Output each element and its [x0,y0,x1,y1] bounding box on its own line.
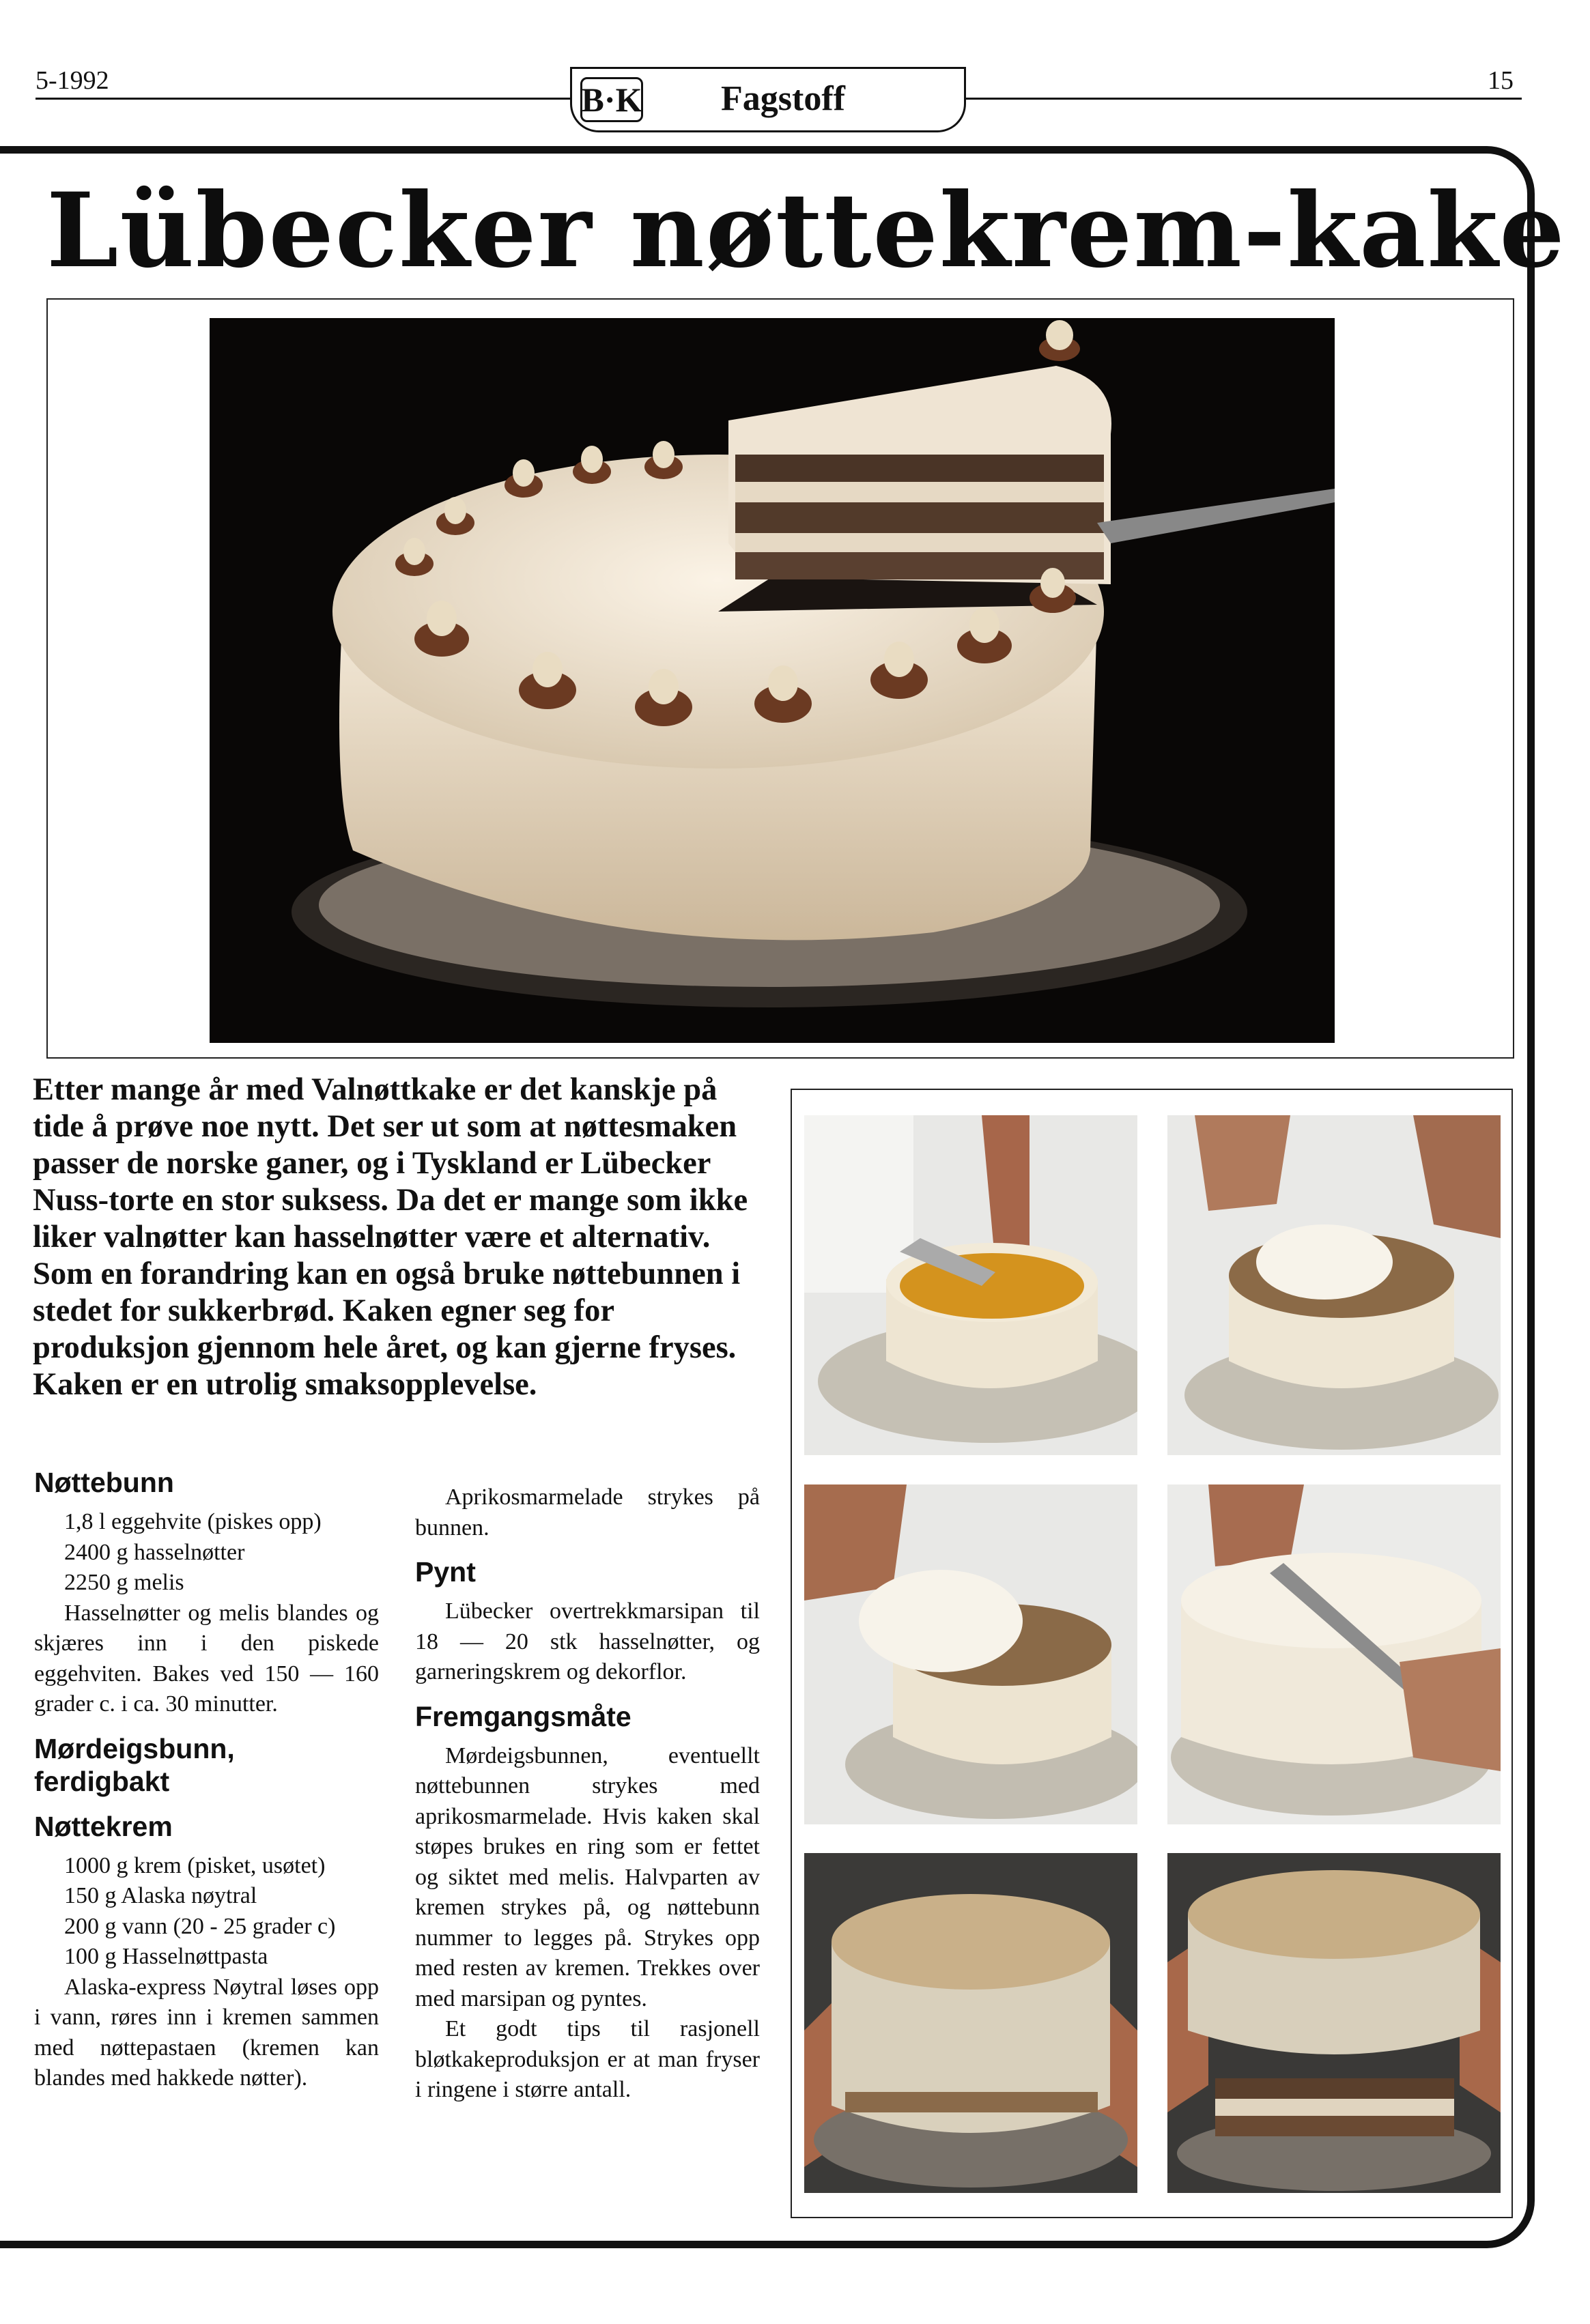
step-photo-2 [1167,1115,1501,1455]
header-tab [570,67,966,132]
heading-fremgang: Fremgangsmåte [415,1700,631,1732]
main-photo-frame [46,298,1514,1059]
apricot-note: Aprikosmarmelade strykes på bunnen. [415,1484,760,1540]
step-photos-frame [791,1089,1513,2218]
heading-nottekrem: Nøttekrem [34,1810,173,1842]
step-photo-3 [804,1484,1137,1824]
nottebunn-method: Hasselnøtter og melis blandes og skjæres inn i den piskede eggehviten. Bakes ved 150 — 160 grader c. i ca. 30 minutter. [34,1600,379,1717]
pynt-text: Lübecker overtrekkmarsipan til 18 — 20 stk hasselnøtter, og garneringskrem og dekorflor. [415,1598,760,1684]
page-number: 15 [1488,66,1514,95]
method-text: Mørdeigsbunnen, eventuellt nøttebunnen strykes med aprikosmarmelade. Hvis kaken skal støpes brukes en ring som er fettet og siktet med melis. Halvparten av kremen strykes på, og nøttebunn nummer to legges på. Strykes opp med resten av kremen. Trekkes over med marsipan og pyntes. [415,1742,760,2011]
heading-pynt: Pynt [415,1556,476,1588]
intro-paragraph: Etter mange år med Valnøttkake er det kanskje på tide å prøve noe nytt. Det ser ut som at nøttesmaken passer de norske ganer, og i Tyskland er Lübecker Nuss-torte en stor suksess. Da det er mange som ikke liker valnøtter kan hasselnøtter være et alternativ. Som en forandring kan en også bruke nøttebunnen i stedet for sukkerbrød. Kaken egner seg for produksjon gjennom hele året, og kan gjerne fryses. Kaken er en utrolig smaksopplevelse. [33,1072,748,1402]
bk-logo: B·K [580,77,643,122]
issue-number: 5-1992 [36,66,109,95]
step-photo-1 [804,1115,1137,1455]
section-title: Fagstoff [721,79,845,118]
nottekrem-method: Alaska-express Nøytral løses opp i vann, røres inn i kremen sammen med nøttepastaen (kremen kan blandes med hakkede nøtter). [34,1974,379,2091]
step-photo-5 [804,1853,1137,2193]
tip-text: Et godt tips til rasjonell bløtkakeproduksjon er at man fryser i ringene i større antall. [415,2016,760,2102]
ingredient: 150 g Alaska nøytral [64,1883,257,1908]
step-photo-6 [1167,1853,1501,2193]
ingredient: 1,8 l eggehvite (piskes opp) [64,1509,322,1534]
cake-photo [210,318,1335,1043]
article-title: Lübecker nøttekrem-kake [46,171,1566,291]
ingredient: 2400 g hasselnøtter [64,1539,245,1565]
ingredient: 200 g vann (20 - 25 grader c) [64,1913,336,1939]
heading-mordeig: Mørdeigsbunn, ferdigbakt [34,1732,235,1797]
ingredient: 2250 g melis [64,1570,184,1595]
recipe-column-1 [34,1466,379,2094]
heading-nottebunn: Nøttebunn [34,1467,174,1498]
step-photo-4 [1167,1484,1501,1824]
ingredient: 1000 g krem (pisket, usøtet) [64,1852,326,1878]
recipe-column-2 [415,1482,760,2106]
ingredient: 100 g Hasselnøttpasta [64,1944,268,1969]
